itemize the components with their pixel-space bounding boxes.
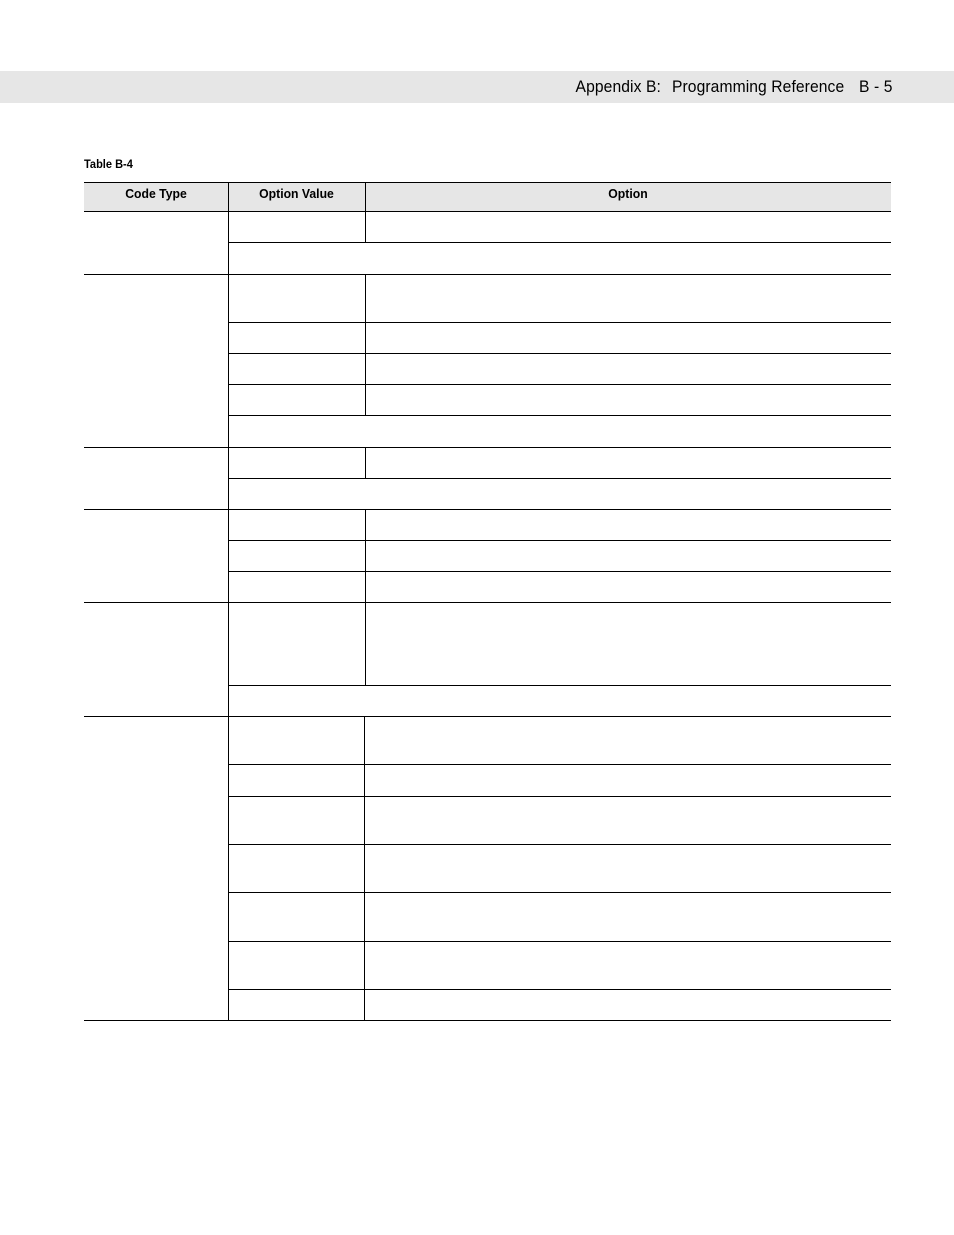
column-header-option: Option: [608, 186, 648, 201]
table-row-rule: [228, 892, 891, 893]
column-header-option-value: Option Value: [259, 186, 334, 201]
table-row-rule: [228, 540, 891, 541]
column-divider: [365, 509, 366, 686]
column-header-code-type: Code Type: [125, 186, 187, 201]
column-divider: [365, 447, 366, 479]
table-row-rule: [228, 571, 891, 572]
programming-table: [84, 182, 891, 1021]
table-row-rule: [228, 685, 891, 686]
column-divider: [365, 182, 366, 243]
table-row-rule: [228, 764, 891, 765]
column-divider: [364, 716, 365, 1021]
table-row-rule: [228, 941, 891, 942]
table-caption: Table B-4: [84, 157, 133, 171]
header-title: Programming Reference: [671, 77, 844, 96]
column-divider: [365, 274, 366, 416]
table-row-rule: [228, 384, 891, 385]
table-rule: [84, 509, 891, 510]
table-row-rule: [228, 242, 891, 243]
header-section: Appendix B:: [575, 77, 661, 96]
table-rule: [84, 211, 891, 212]
table-row-rule: [228, 989, 891, 990]
table-row-rule: [228, 415, 891, 416]
table-row-rule: [228, 844, 891, 845]
table-row-rule: [228, 796, 891, 797]
table-rule: [84, 716, 891, 717]
table-rule: [84, 447, 891, 448]
table-rule: [84, 182, 891, 183]
table-rule: [84, 274, 891, 275]
table-rule: [84, 602, 891, 603]
header-text: [575, 77, 892, 97]
table-row-rule: [228, 353, 891, 354]
table-rule: [84, 1020, 891, 1021]
page-number: B - 5: [858, 77, 892, 96]
table-row-rule: [228, 322, 891, 323]
running-header: [0, 71, 954, 103]
table-row-rule: [228, 478, 891, 479]
column-divider: [228, 182, 229, 1021]
